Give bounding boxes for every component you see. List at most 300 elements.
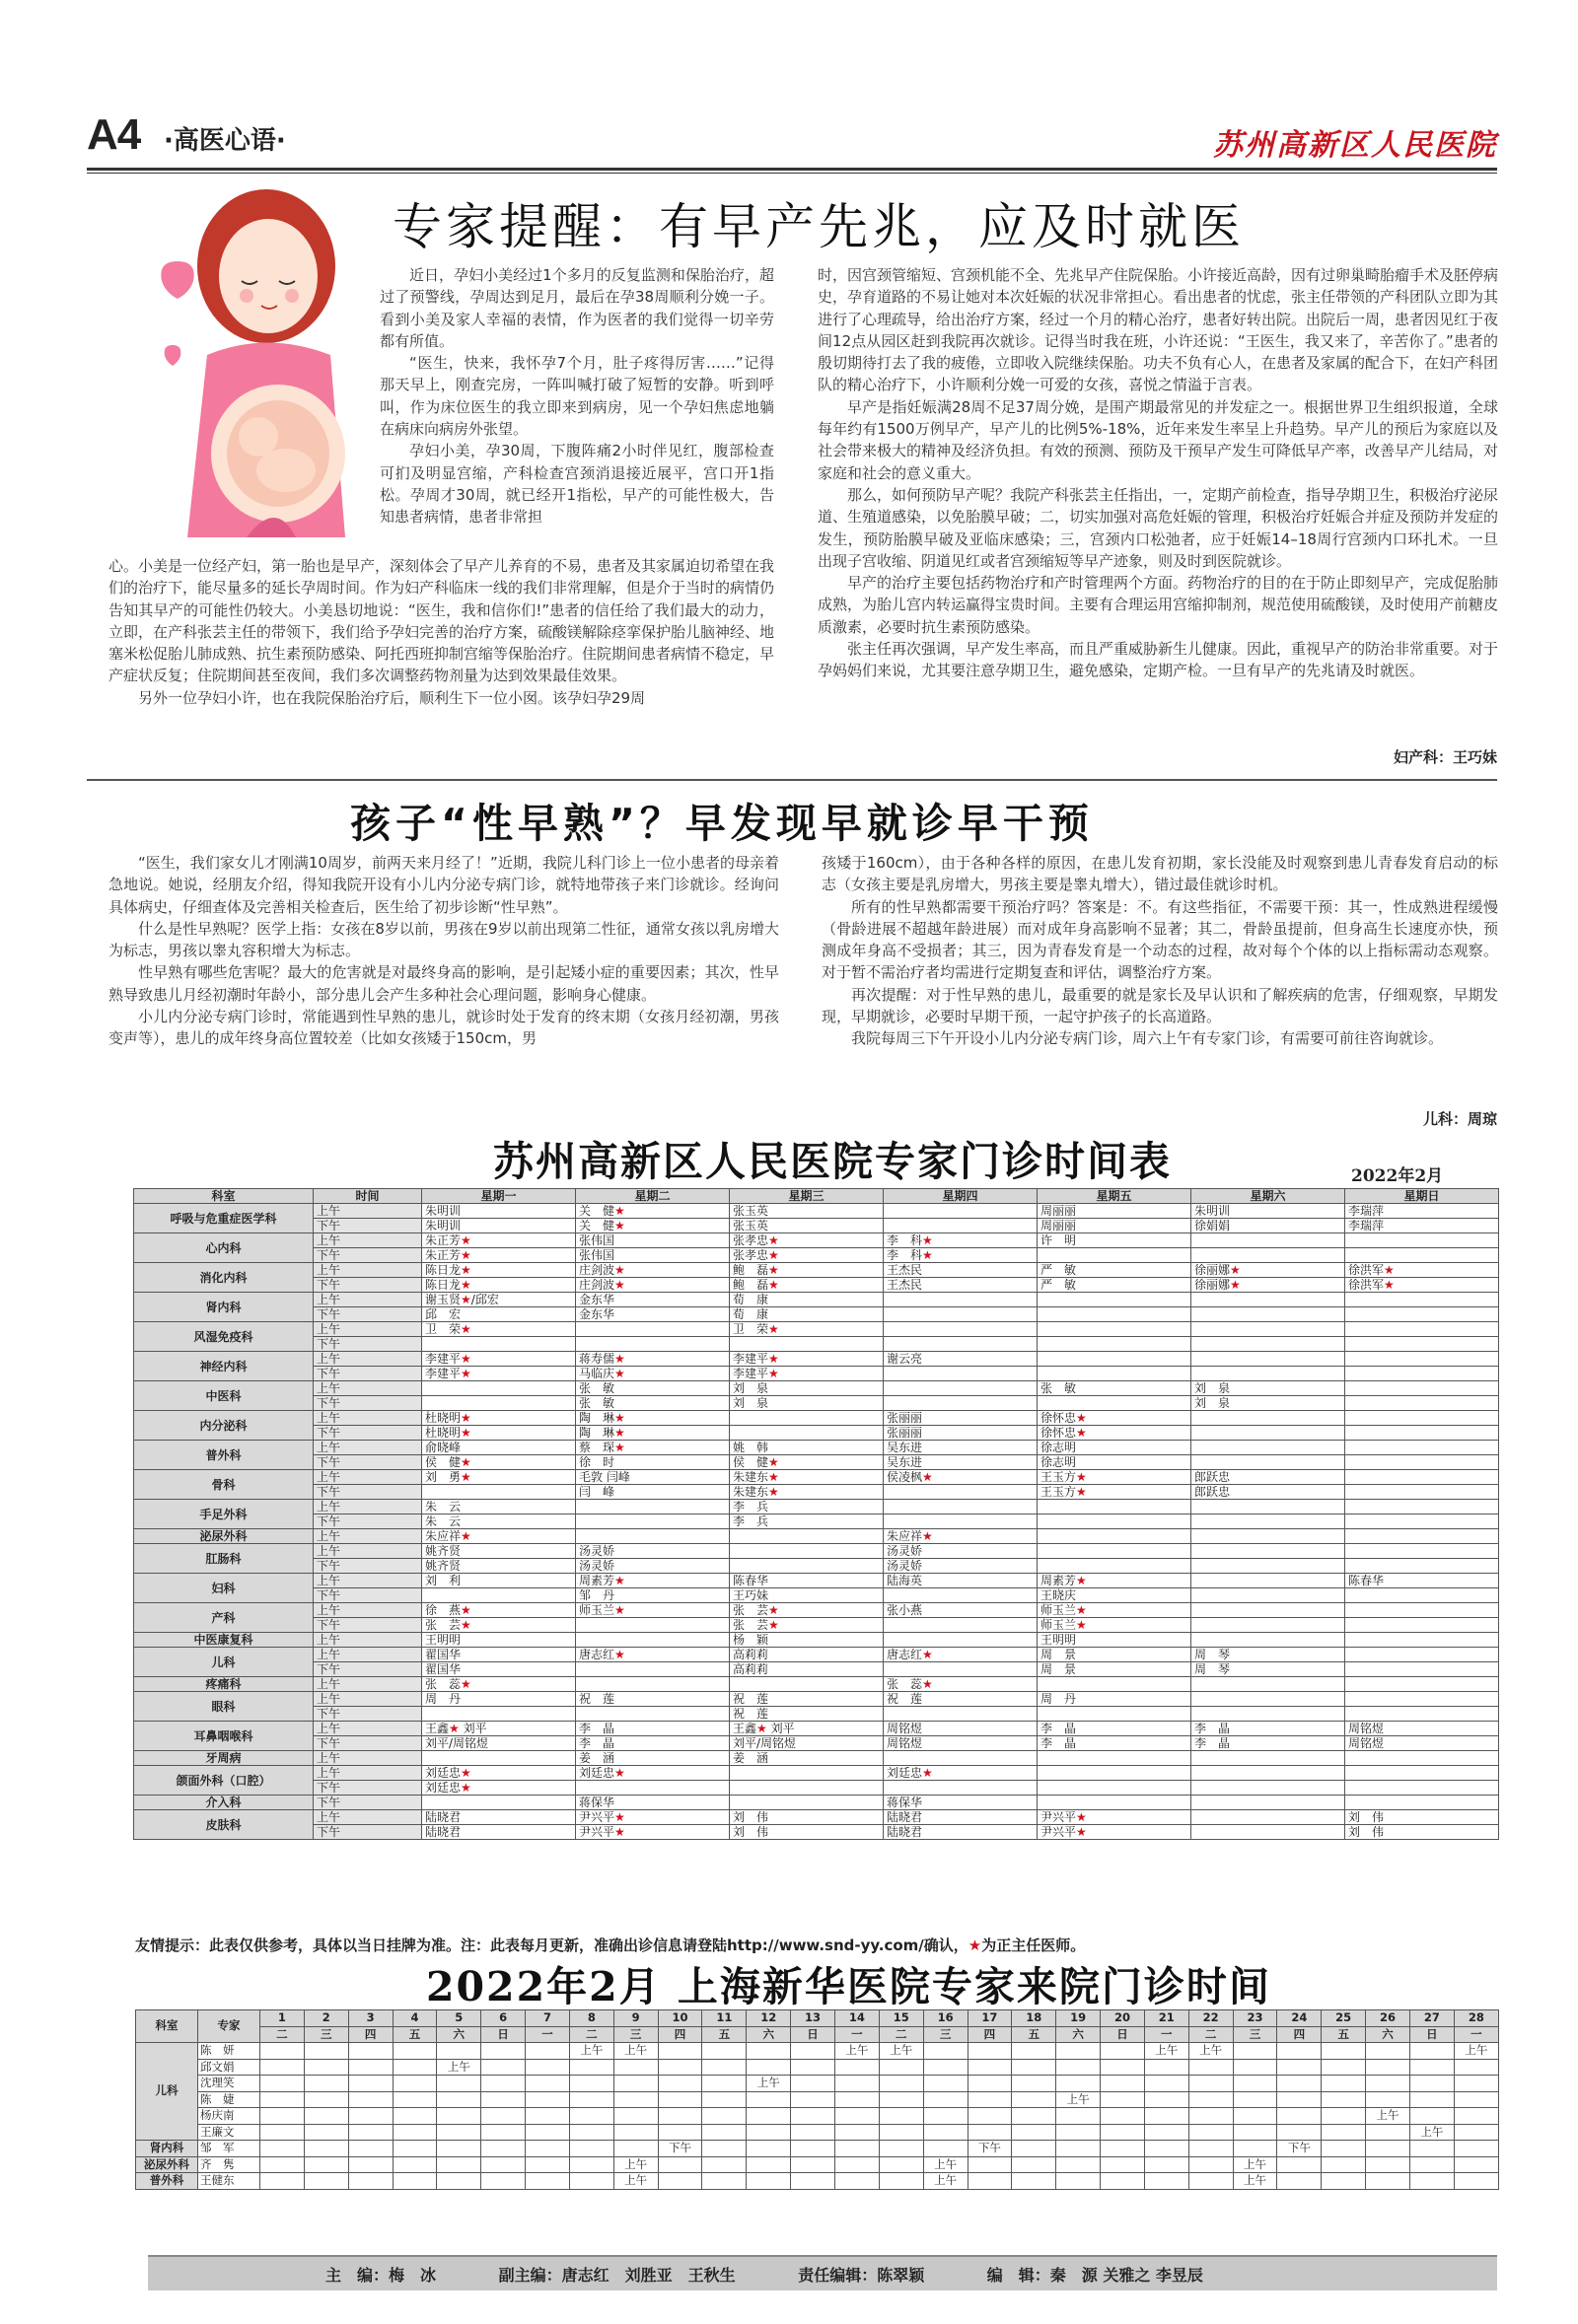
doctor-cell xyxy=(1345,1426,1499,1441)
day-cell xyxy=(437,2076,481,2092)
day-cell xyxy=(1409,2059,1454,2076)
doctor-cell xyxy=(1191,1796,1345,1810)
period-cell: 下午 xyxy=(314,1219,422,1233)
day-cell xyxy=(1409,2043,1454,2060)
doctor-cell xyxy=(576,1337,730,1352)
shanghai-title: 2022年2月 上海新华医院专家来院门诊时间 xyxy=(426,1963,1271,2010)
day-cell xyxy=(393,2059,437,2076)
header-cell: 星期日 xyxy=(1345,1189,1499,1204)
day-cell xyxy=(481,2108,526,2125)
star-icon: ★ xyxy=(614,1766,625,1780)
dept-cell: 儿科 xyxy=(136,2043,198,2141)
table-row xyxy=(134,1455,1499,1470)
day-cell xyxy=(481,2156,526,2173)
paragraph: 时，因宫颈管缩短、宫颈机能不全、先兆早产住院保胎。小许接近高龄，因有过卵巢畸胎瘤手术及胚停病史，孕育道路的不易让她对本次妊娠的状况非常担心。看出患者的忧虑，张主任带领的产科团队立即为其进行了心理疏导，给出治疗方案，经过一个月的精心治疗，患者好转出院。出院后一周，患者因见红于夜间12点从园区赶到我院再次就诊。记得当时我在班，小许还说：“王医生，我又来了，辛苦你了。”患者的殷切期待打去了我的疲倦，立即收入院继续保胎。功夫不负有心人，在患者及家属的配合下，在妇产科团队的精心治疗下，小许顺利分娩一可爱的女孩，喜悦之情溢于言表。 xyxy=(818,266,1498,394)
doctor-cell xyxy=(1345,1751,1499,1766)
day-cell xyxy=(747,2108,791,2125)
doctor-cell xyxy=(884,1322,1038,1337)
article1-title: 专家提醒：有早产先兆，应及时就医 xyxy=(393,198,1245,255)
doctor-cell: 朱明训 xyxy=(422,1219,576,1233)
period-cell: 上午 xyxy=(314,1544,422,1559)
table-row xyxy=(134,1662,1499,1677)
doctor-cell xyxy=(730,1677,884,1692)
doctor-cell xyxy=(1191,1307,1345,1322)
footer-chief-editor: 主 编：梅 冰 xyxy=(325,2266,437,2285)
period-cell: 上午 xyxy=(314,1692,422,1707)
star-icon: ★ xyxy=(768,1278,779,1292)
day-cell xyxy=(702,2059,747,2076)
doctor-cell: 高莉莉 xyxy=(730,1648,884,1662)
day-cell xyxy=(923,2076,968,2092)
day-cell xyxy=(393,2173,437,2190)
period-cell: 上午 xyxy=(314,1263,422,1278)
day-cell xyxy=(702,2076,747,2092)
doctor-cell xyxy=(1345,1529,1499,1544)
day-cell xyxy=(1188,2076,1233,2092)
day-header: 10 xyxy=(658,2010,702,2027)
day-cell xyxy=(1101,2141,1145,2157)
dept-cell: 心内科 xyxy=(134,1233,314,1263)
table-row xyxy=(134,1707,1499,1722)
day-cell xyxy=(437,2091,481,2108)
day-cell xyxy=(834,2124,879,2141)
period-cell: 上午 xyxy=(314,1722,422,1736)
doctor-cell xyxy=(576,1677,730,1692)
weekday-header: 一 xyxy=(834,2026,879,2043)
doctor-cell: 朱应祥★ xyxy=(422,1529,576,1544)
expert-cell: 杨庆南 xyxy=(198,2108,260,2125)
day-cell xyxy=(1454,2141,1498,2157)
table-row xyxy=(134,1648,1499,1662)
day-cell xyxy=(702,2141,747,2157)
expert-header: 专家 xyxy=(198,2010,260,2043)
dept-cell: 眼科 xyxy=(134,1692,314,1722)
star-icon: ★ xyxy=(1076,1426,1087,1440)
doctor-cell xyxy=(1345,1618,1499,1633)
doctor-cell: 徐娟娟 xyxy=(1191,1219,1345,1233)
doctor-cell xyxy=(1038,1396,1191,1411)
doctor-cell: 尹兴平★ xyxy=(1038,1825,1191,1840)
day-header: 23 xyxy=(1233,2010,1277,2027)
table-row xyxy=(134,1470,1499,1485)
section-divider xyxy=(87,779,1497,781)
doctor-cell: 张孝忠★ xyxy=(730,1233,884,1248)
doctor-cell xyxy=(1038,1796,1191,1810)
star-icon: ★ xyxy=(614,1441,625,1454)
doctor-cell: 徐 时 xyxy=(576,1455,730,1470)
day-cell xyxy=(481,2043,526,2060)
dept-cell: 产科 xyxy=(134,1603,314,1633)
doctor-cell: 朱建东★ xyxy=(730,1485,884,1500)
weekday-header: 五 xyxy=(1012,2026,1056,2043)
star-icon: ★ xyxy=(1076,1485,1087,1499)
table-row xyxy=(134,1677,1499,1692)
day-cell xyxy=(791,2043,835,2060)
period-cell: 上午 xyxy=(314,1633,422,1648)
weekday-header: 二 xyxy=(569,2026,613,2043)
doctor-cell: 姜 涵 xyxy=(730,1751,884,1766)
article1-wide-block xyxy=(108,555,774,752)
day-cell xyxy=(834,2076,879,2092)
day-cell xyxy=(304,2091,348,2108)
day-cell xyxy=(260,2043,305,2060)
star-icon: ★ xyxy=(449,1722,460,1735)
doctor-cell: 侯 健★ xyxy=(422,1455,576,1470)
doctor-cell: 周 景 xyxy=(1038,1648,1191,1662)
doctor-cell: 周 琴 xyxy=(1191,1662,1345,1677)
day-cell xyxy=(1322,2059,1366,2076)
day-cell xyxy=(437,2173,481,2190)
weekday-header: 六 xyxy=(437,2026,481,2043)
day-cell xyxy=(702,2108,747,2125)
day-cell: 上午 xyxy=(1409,2124,1454,2141)
header-cell: 星期四 xyxy=(884,1189,1038,1204)
doctor-cell: 张孝忠★ xyxy=(730,1248,884,1263)
doctor-cell: 朱明训 xyxy=(422,1204,576,1219)
doctor-cell xyxy=(1345,1485,1499,1500)
day-cell: 上午 xyxy=(1366,2108,1410,2125)
doctor-cell: 张 芸★ xyxy=(730,1618,884,1633)
doctor-cell: 周铭煜 xyxy=(1345,1722,1499,1736)
doctor-cell: 侯凌枫★ xyxy=(884,1470,1038,1485)
doctor-cell: 朱正芳★ xyxy=(422,1233,576,1248)
day-cell xyxy=(834,2141,879,2157)
paragraph: 孩矮于160cm），由于各种各样的原因，在患儿发育初期，家长没能及时观察到患儿青春发育启动的标志（女孩主要是乳房增大，男孩主要是睾丸增大），错过最佳就诊时机。 xyxy=(822,854,1498,894)
day-cell xyxy=(923,2091,968,2108)
day-cell xyxy=(1409,2173,1454,2190)
day-cell xyxy=(1233,2108,1277,2125)
doctor-cell: 陆晓君 xyxy=(884,1825,1038,1840)
doctor-cell xyxy=(1345,1441,1499,1455)
doctor-cell xyxy=(1345,1411,1499,1426)
doctor-cell xyxy=(1038,1544,1191,1559)
doctor-cell xyxy=(884,1485,1038,1500)
doctor-cell: 朱正芳★ xyxy=(422,1248,576,1263)
doctor-cell: 王明明 xyxy=(422,1633,576,1648)
doctor-cell xyxy=(884,1381,1038,1396)
day-cell xyxy=(747,2156,791,2173)
doctor-cell xyxy=(1191,1588,1345,1603)
doctor-cell xyxy=(1191,1441,1345,1455)
day-cell xyxy=(260,2059,305,2076)
paragraph: 所有的性早熟都需要干预治疗吗？答案是：不。有这些指征，不需要干预：其一，性成熟进程缓慢（骨龄进展不超越年龄进展）而对成年身高影响不显著；其二，骨龄虽提前，但身高生长速度亦快，预测成年身高不受损者；其三，因为青春发育是一个动态的过程，故对每个个体的以上指标需动态观察。对于暂不需治疗者均需进行定期复查和评估，调整治疗方案。 xyxy=(822,897,1498,982)
day-cell xyxy=(348,2043,393,2060)
doctor-cell xyxy=(1191,1233,1345,1248)
doctor-cell: 汤灵娇 xyxy=(884,1544,1038,1559)
day-cell xyxy=(968,2043,1012,2060)
day-cell xyxy=(1188,2059,1233,2076)
day-cell xyxy=(613,2141,658,2157)
table-row xyxy=(136,2108,1499,2125)
doctor-cell: 翟国华 xyxy=(422,1662,576,1677)
doctor-cell: 谢云亮 xyxy=(884,1352,1038,1367)
day-cell xyxy=(1012,2076,1056,2092)
period-cell: 下午 xyxy=(314,1455,422,1470)
doctor-cell: 李瑞萍 xyxy=(1345,1204,1499,1219)
doctor-cell: 张玉英 xyxy=(730,1204,884,1219)
day-cell xyxy=(968,2173,1012,2190)
star-icon: ★ xyxy=(768,1322,779,1336)
doctor-cell: 金东华 xyxy=(576,1293,730,1307)
doctor-cell: 徐怀忠★ xyxy=(1038,1411,1191,1426)
paragraph: 张主任再次强调，早产发生率高，而且严重威胁新生儿健康。因此，重视早产的防治非常重要。对于孕妈妈们来说，尤其要注意孕期卫生，避免感染，定期产检。一旦有早产的先兆请及时就医。 xyxy=(818,640,1498,680)
doctor-cell: 陆晓君 xyxy=(884,1810,1038,1825)
doctor-cell: 周素芳★ xyxy=(1038,1574,1191,1588)
day-cell xyxy=(393,2141,437,2157)
star-icon: ★ xyxy=(768,1485,779,1499)
doctor-cell xyxy=(884,1751,1038,1766)
period-cell: 下午 xyxy=(314,1707,422,1722)
table-row xyxy=(136,2156,1499,2173)
day-header: 4 xyxy=(393,2010,437,2027)
table-row xyxy=(136,2091,1499,2108)
day-cell xyxy=(1322,2173,1366,2190)
star-icon: ★ xyxy=(768,1352,779,1366)
star-icon: ★ xyxy=(614,1263,625,1277)
doctor-cell xyxy=(576,1514,730,1529)
day-cell xyxy=(260,2124,305,2141)
day-header: 1 xyxy=(260,2010,305,2027)
weekday-header: 五 xyxy=(1322,2026,1366,2043)
day-header: 20 xyxy=(1101,2010,1145,2027)
doctor-cell: 尹兴平★ xyxy=(576,1810,730,1825)
doctor-cell: 闫 峰 xyxy=(576,1485,730,1500)
day-cell xyxy=(526,2141,570,2157)
table-row xyxy=(134,1219,1499,1233)
doctor-cell: 高莉莉 xyxy=(730,1662,884,1677)
doctor-cell xyxy=(1345,1544,1499,1559)
period-cell: 下午 xyxy=(314,1796,422,1810)
day-cell: 上午 xyxy=(1144,2043,1188,2060)
paragraph: 孕妇小美，孕30周，下腹阵痛2小时伴见红，腹部检查可扪及明显宫缩，产科检查宫颈消退接近展平，宫口开1指松。孕周才30周，就已经开1指松，早产的可能性极大，告知患者病情，患者非常担 xyxy=(380,442,774,527)
weekday-header: 一 xyxy=(1454,2026,1498,2043)
day-cell xyxy=(1277,2108,1322,2125)
doctor-cell xyxy=(1345,1588,1499,1603)
day-cell xyxy=(1188,2156,1233,2173)
doctor-cell xyxy=(1191,1411,1345,1426)
star-icon: ★ xyxy=(1230,1263,1241,1277)
table-row xyxy=(134,1248,1499,1263)
doctor-cell xyxy=(1191,1825,1345,1840)
star-icon: ★ xyxy=(768,1263,779,1277)
day-cell xyxy=(1366,2124,1410,2141)
star-icon: ★ xyxy=(614,1411,625,1425)
doctor-cell xyxy=(730,1781,884,1796)
dept-cell: 消化内科 xyxy=(134,1263,314,1293)
day-cell: 上午 xyxy=(437,2059,481,2076)
paragraph: 心。小美是一位经产妇，第一胎也是早产，深刻体会了早产儿养育的不易，患者及其家属迫切希望在我们的治疗下，能尽量多的延长孕周时间。作为妇产科临床一线的我们非常理解，但是介于当时的病情仍告知其早产的可能性仍较大。小美恳切地说：“医生，我和信你们!”患者的信任给了我们最大的动力，立即，在产科张芸主任的带领下，我们给予孕妇完善的治疗方案，硫酸镁解除痉挛保护胎儿脑神经、地塞米松促胎儿肺成熟、抗生素预防感染、阿托西班抑制宫缩等保胎治疗。住院期间患者病情不稳定，早产症状反复；住院期间甚至夜间，我们多次调整药物剂量为达到效果最佳效果。 xyxy=(108,557,774,685)
shanghai-table-wrap xyxy=(135,2009,1499,2190)
doctor-cell: 刘 泉 xyxy=(730,1381,884,1396)
doctor-cell: 朱明训 xyxy=(1191,1204,1345,1219)
day-cell xyxy=(1012,2156,1056,2173)
doctor-cell xyxy=(884,1781,1038,1796)
doctor-cell: 张 芸★ xyxy=(422,1618,576,1633)
dept-cell: 呼吸与危重症医学科 xyxy=(134,1204,314,1233)
doctor-cell: 周铭煜 xyxy=(884,1736,1038,1751)
day-cell xyxy=(1188,2108,1233,2125)
doctor-cell xyxy=(1191,1810,1345,1825)
day-cell xyxy=(348,2091,393,2108)
day-cell xyxy=(1366,2156,1410,2173)
star-icon: ★ xyxy=(922,1766,933,1780)
doctor-cell xyxy=(1345,1455,1499,1470)
doctor-cell: 张 敏 xyxy=(576,1396,730,1411)
day-cell xyxy=(260,2091,305,2108)
doctor-cell xyxy=(1191,1559,1345,1574)
doctor-cell: 张丽丽 xyxy=(884,1411,1038,1426)
day-cell xyxy=(834,2173,879,2190)
day-cell xyxy=(1409,2141,1454,2157)
doctor-cell xyxy=(884,1204,1038,1219)
day-cell xyxy=(1101,2124,1145,2141)
doctor-cell: 李 科★ xyxy=(884,1248,1038,1263)
header-cell: 星期一 xyxy=(422,1189,576,1204)
doctor-cell xyxy=(1191,1707,1345,1722)
doctor-cell: 李 晶 xyxy=(576,1736,730,1751)
day-cell xyxy=(923,2043,968,2060)
page-number: A4 xyxy=(87,110,141,159)
day-header: 14 xyxy=(834,2010,879,2027)
day-cell xyxy=(1454,2173,1498,2190)
day-cell xyxy=(702,2091,747,2108)
star-icon: ★ xyxy=(614,1825,625,1839)
doctor-cell: 王巧妹 xyxy=(730,1588,884,1603)
day-cell xyxy=(304,2076,348,2092)
day-cell xyxy=(968,2059,1012,2076)
doctor-cell: 荀 康 xyxy=(730,1307,884,1322)
day-cell: 上午 xyxy=(923,2173,968,2190)
dept-cell: 手足外科 xyxy=(134,1500,314,1529)
doctor-cell: 张 蕊★ xyxy=(422,1677,576,1692)
table-row xyxy=(134,1766,1499,1781)
doctor-cell xyxy=(1345,1603,1499,1618)
star-icon: ★ xyxy=(461,1233,471,1247)
day-cell xyxy=(1366,2091,1410,2108)
day-cell: 上午 xyxy=(613,2043,658,2060)
doctor-cell: 王玉方★ xyxy=(1038,1470,1191,1485)
doctor-cell xyxy=(422,1337,576,1352)
dept-cell: 耳鼻咽喉科 xyxy=(134,1722,314,1751)
doctor-cell: 俞晓峰 xyxy=(422,1441,576,1455)
doctor-cell: 周 琴 xyxy=(1191,1648,1345,1662)
day-cell: 上午 xyxy=(1454,2043,1498,2060)
table-row xyxy=(134,1381,1499,1396)
weekday-header: 二 xyxy=(879,2026,923,2043)
day-cell xyxy=(702,2124,747,2141)
day-cell xyxy=(1366,2141,1410,2157)
star-icon: ★ xyxy=(768,1233,779,1247)
day-cell xyxy=(569,2091,613,2108)
day-cell xyxy=(613,2124,658,2141)
doctor-cell: 蔡 琛★ xyxy=(576,1441,730,1455)
doctor-cell xyxy=(422,1381,576,1396)
paragraph: 早产是指妊娠满28周不足37周分娩，是围产期最常见的并发症之一。根据世界卫生组织报道，全球每年约有1500万例早产，早产儿的比例5%-18%，近年来发生率呈上升趋势。早产儿的预后为家庭以及社会带来极大的精神及经济负担。有效的预测、预防及干预早产发生可降低早产率，改善早产儿结局，对家庭和社会的意义重大。 xyxy=(818,397,1498,482)
day-cell xyxy=(481,2124,526,2141)
doctor-cell: 尹兴平★ xyxy=(576,1825,730,1840)
paragraph: 近日，孕妇小美经过1个多月的反复监测和保胎治疗，超过了预警线，孕周达到足月，最后在孕38周顺利分娩一子。看到小美及家人幸福的表情，作为医者的我们觉得一切辛劳都有所值。 xyxy=(380,266,774,350)
period-cell: 上午 xyxy=(314,1441,422,1455)
star-icon: ★ xyxy=(768,1470,779,1484)
day-cell xyxy=(1277,2156,1322,2173)
day-cell xyxy=(1101,2091,1145,2108)
doctor-cell: 杜晓明★ xyxy=(422,1426,576,1441)
day-cell xyxy=(1277,2076,1322,2092)
day-header: 12 xyxy=(747,2010,791,2027)
table-row xyxy=(134,1485,1499,1500)
day-cell xyxy=(348,2141,393,2157)
day-header: 8 xyxy=(569,2010,613,2027)
doctor-cell: 严 敏 xyxy=(1038,1278,1191,1293)
header-cell: 星期三 xyxy=(730,1189,884,1204)
doctor-cell: 刘 利 xyxy=(422,1574,576,1588)
doctor-cell: 邹 丹 xyxy=(576,1588,730,1603)
doctor-cell xyxy=(1345,1307,1499,1322)
day-cell xyxy=(1277,2124,1322,2141)
doctor-cell xyxy=(884,1707,1038,1722)
article2-right-column xyxy=(822,852,1498,1096)
day-cell xyxy=(1144,2091,1188,2108)
header-rule-thin xyxy=(87,173,1497,174)
doctor-cell xyxy=(1191,1426,1345,1441)
doctor-cell xyxy=(1038,1514,1191,1529)
day-header: 16 xyxy=(923,2010,968,2027)
doctor-cell: 陶 琳★ xyxy=(576,1411,730,1426)
period-cell: 上午 xyxy=(314,1648,422,1662)
doctor-cell: 朱建东★ xyxy=(730,1470,884,1485)
weekday-header: 六 xyxy=(747,2026,791,2043)
period-cell: 下午 xyxy=(314,1588,422,1603)
doctor-cell xyxy=(422,1588,576,1603)
doctor-cell xyxy=(1038,1766,1191,1781)
day-cell xyxy=(348,2076,393,2092)
dept-cell: 普外科 xyxy=(136,2173,198,2190)
day-cell: 下午 xyxy=(1277,2141,1322,2157)
day-cell xyxy=(923,2108,968,2125)
table-row xyxy=(134,1322,1499,1337)
day-cell xyxy=(1144,2156,1188,2173)
doctor-cell: 徐丽娜★ xyxy=(1191,1278,1345,1293)
day-cell: 上午 xyxy=(879,2043,923,2060)
weekday-header: 一 xyxy=(1144,2026,1188,2043)
day-cell xyxy=(1012,2124,1056,2141)
day-cell xyxy=(747,2124,791,2141)
period-cell: 上午 xyxy=(314,1529,422,1544)
article2-author: 儿科：周琼 xyxy=(1422,1110,1497,1128)
day-cell xyxy=(1322,2124,1366,2141)
day-cell xyxy=(304,2124,348,2141)
day-cell: 上午 xyxy=(613,2156,658,2173)
day-cell xyxy=(1188,2124,1233,2141)
doctor-cell: 李瑞萍 xyxy=(1345,1219,1499,1233)
doctor-cell xyxy=(884,1633,1038,1648)
star-icon: ★ xyxy=(768,1367,779,1380)
table-row xyxy=(134,1692,1499,1707)
doctor-cell xyxy=(1345,1233,1499,1248)
dept-header: 科室 xyxy=(136,2010,198,2043)
period-cell: 下午 xyxy=(314,1396,422,1411)
doctor-cell xyxy=(1191,1514,1345,1529)
day-cell xyxy=(1012,2173,1056,2190)
day-header: 28 xyxy=(1454,2010,1498,2027)
doctor-cell: 鲍 磊★ xyxy=(730,1278,884,1293)
day-cell xyxy=(1012,2043,1056,2060)
day-cell xyxy=(1144,2059,1188,2076)
day-cell xyxy=(791,2091,835,2108)
day-cell xyxy=(569,2173,613,2190)
day-cell xyxy=(791,2059,835,2076)
doctor-cell: 张 敏 xyxy=(1038,1381,1191,1396)
